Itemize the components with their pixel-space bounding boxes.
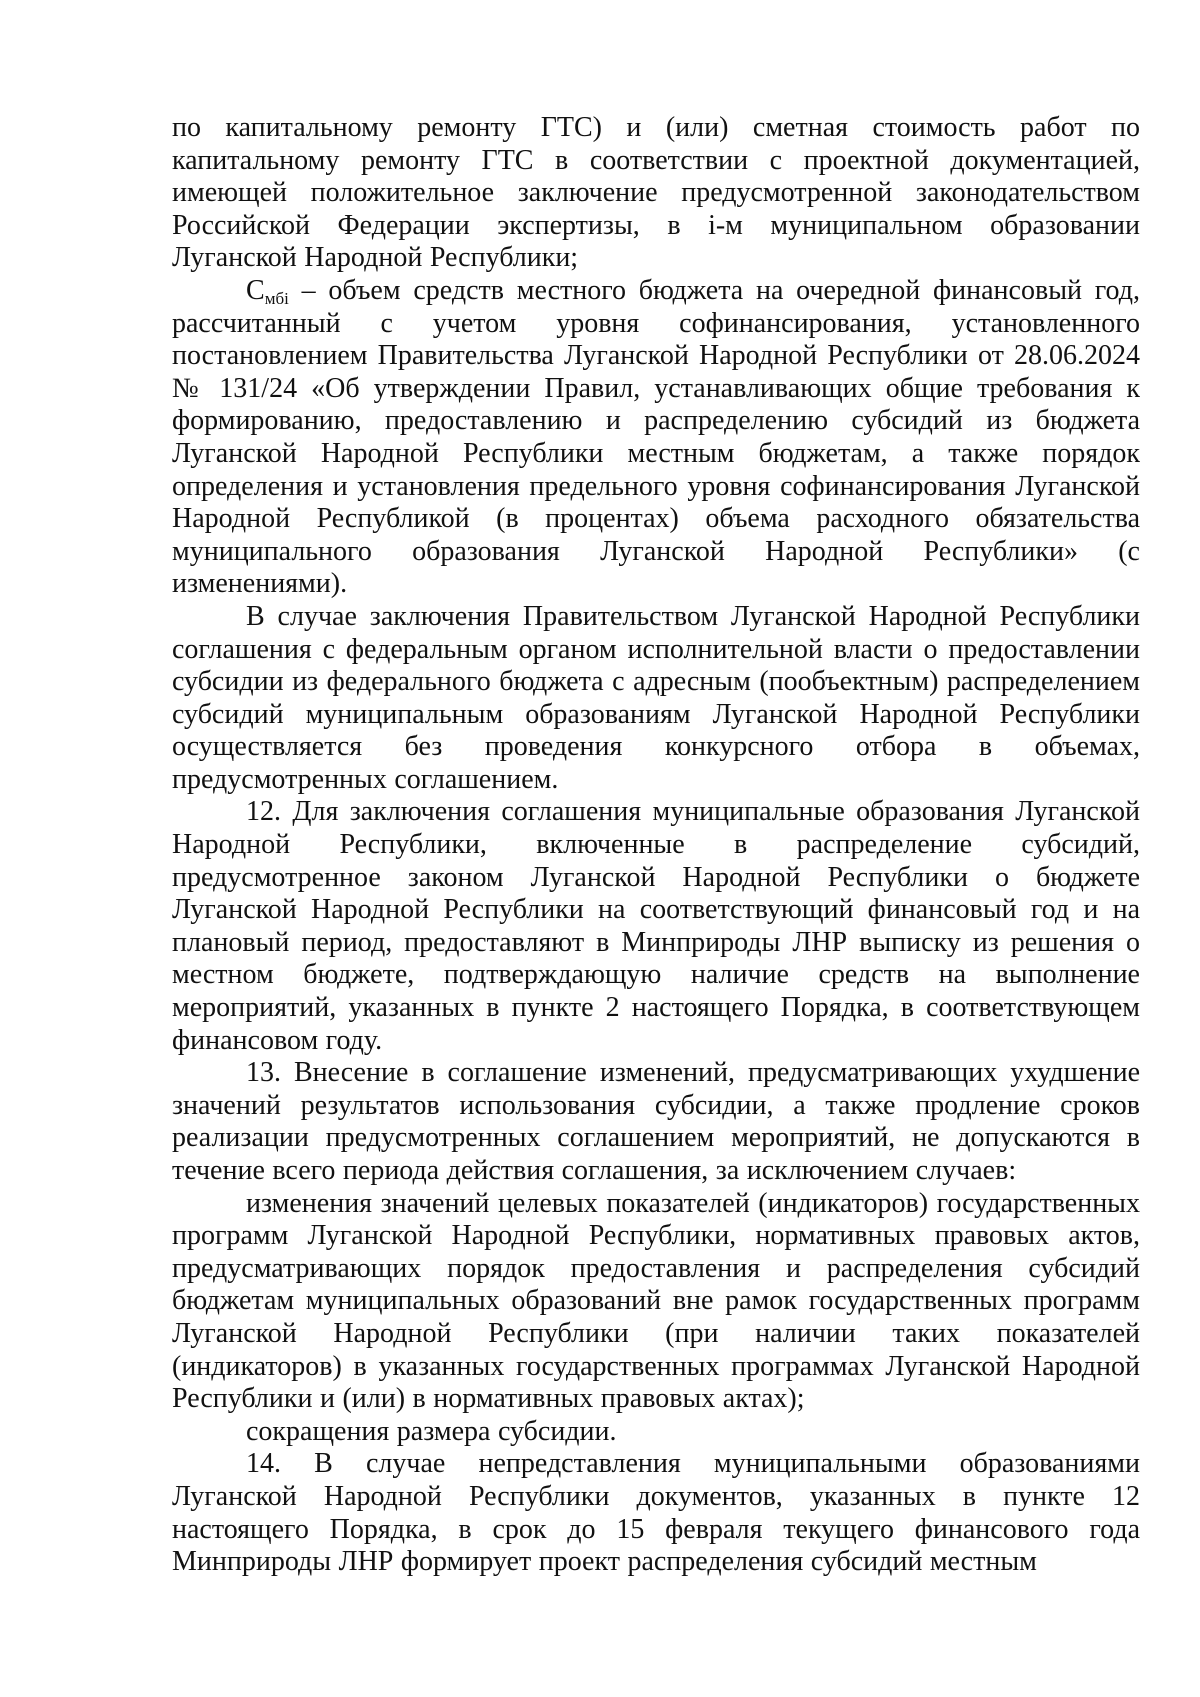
paragraph-repair-cost: по капитальному ремонту ГТС) и (или) сметная стоимость работ по капитальному ремонту ГТС в соответствии с проектной документацией, имеющей положительное заключение предусмотренной законодательством Российской Федерации экспертизы, в i-м муниципальном образовании Луганской Народной Республики;: [172, 112, 1140, 274]
paragraph-item-14: 14. В случае непредставления муниципальными образованиями Луганской Народной Республики документов, указанных в пункте 12 настоящего Порядка, в срок до 15 февраля текущего финансового года Минприроды ЛНР формирует проект распределения субсидий местным: [172, 1448, 1140, 1578]
paragraph-text: – объем средств местного бюджета на очередной финансовый год, рассчитанный с учетом уровня софинансирования, установленного постановлением Правительства Луганской Народной Республики от 28.06.2024 № 131/24 «Об утверждении Правил, устанавливающих общие требования к формированию, предоставлению и распределению субсидий из бюджета Луганской Народной Республики местным бюджетам, а также порядок определения и установления предельного уровня софинансирования Луганской Народной Республикой (в процентах) объема расходного обязательства муниципального образования Луганской Народной Республики» (с изменениями).: [172, 274, 1140, 600]
paragraph-local-budget-definition: [172, 275, 1140, 601]
formula-symbol: С: [246, 274, 265, 306]
document-body: [172, 112, 1140, 1579]
paragraph-exception-subsidy-reduction: сокращения размера субсидии.: [246, 1415, 617, 1447]
paragraph-item-12: 12. Для заключения соглашения муниципальные образования Луганской Народной Республики, включенные в распределение субсидий, предусмотренное законом Луганской Народной Республики о бюджете Луганской Народной Республики на соответствующий финансовый год и на плановый период, предоставляют в Минприроды ЛНР выписку из решения о местном бюджете, подтверждающую наличие средств на выполнение мероприятий, указанных в пункте 2 настоящего Порядка, в соответствующем финансовом году.: [172, 796, 1140, 1056]
paragraph-item-13: 13. Внесение в соглашение изменений, предусматривающих ухудшение значений результатов использования субсидии, а также продление сроков реализации предусмотренных соглашением мероприятий, не допускаются в течение всего периода действия соглашения, за исключением случаев:: [172, 1057, 1140, 1186]
paragraph-federal-agreement: В случае заключения Правительством Луганской Народной Республики соглашения с федеральным органом исполнительной власти о предоставлении субсидии из федерального бюджета с адресным (пообъектным) распределением субсидий муниципальным образованиям Луганской Народной Республики осуществляется без проведения конкурсного отбора в объемах, предусмотренных соглашением.: [172, 600, 1140, 795]
formula-symbol-subscript: мбi: [264, 288, 289, 308]
paragraph-exception-indicators: изменения значений целевых показателей (индикаторов) государственных программ Луганской Народной Республики, нормативных правовых актов, предусматривающих порядок предоставления и распределения субсидий бюджетам муниципальных образований вне рамок государственных программ Луганской Народной Республики (при наличии таких показателей (индикаторов) в указанных государственных программах Луганской Народной Республики и (или) в нормативных правовых актах);: [172, 1187, 1140, 1415]
